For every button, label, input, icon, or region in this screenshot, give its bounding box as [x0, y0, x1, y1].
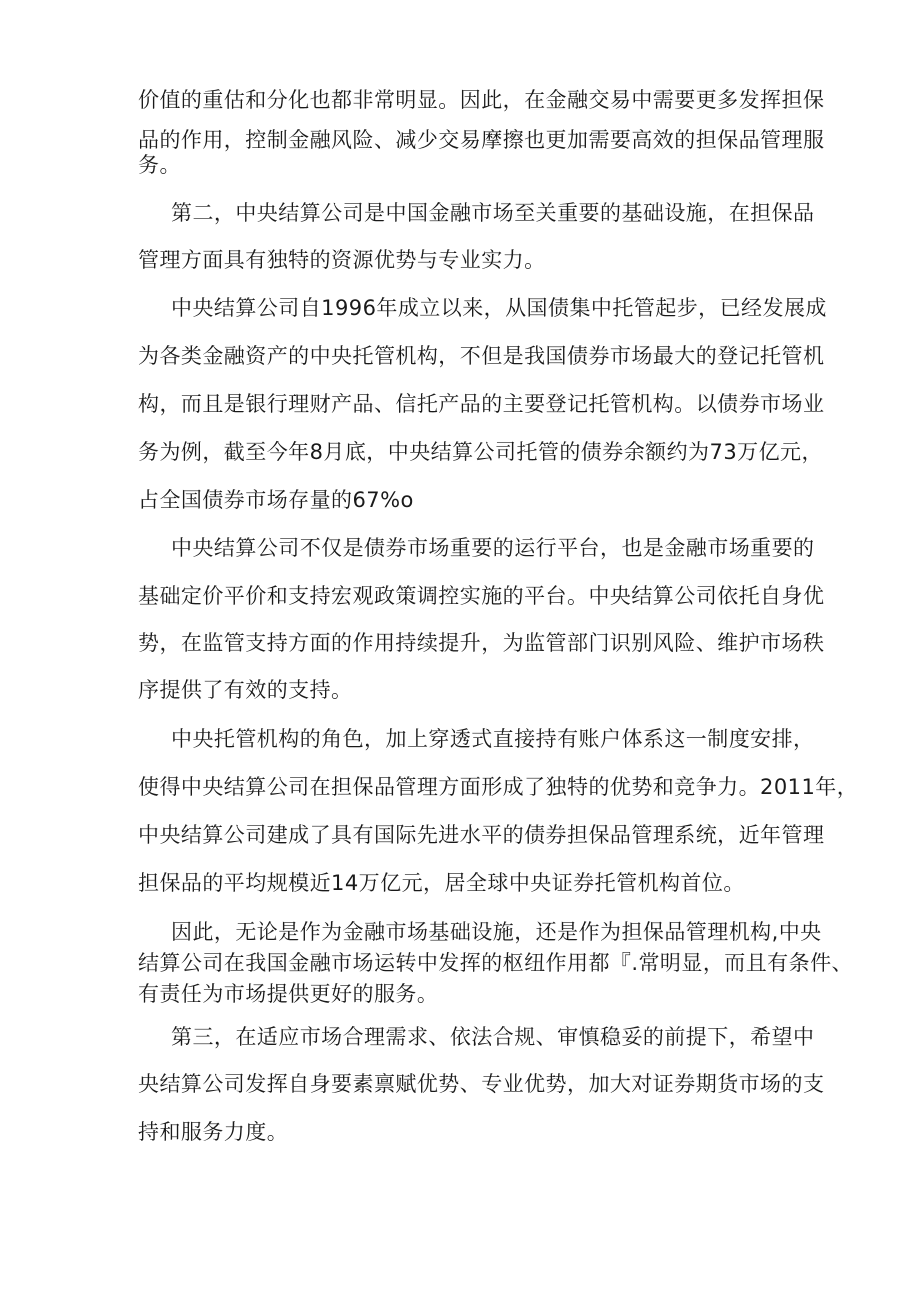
- text-line: 因此，无论是作为金融市场基础设施，还是作为担保品管理机构,中央: [171, 920, 822, 944]
- text-line: 中央结算公司建成了具有国际先进水平的债券担保品管理系统，近年管理: [138, 823, 825, 847]
- text-line: 品的作用，控制金融风险、减少交易摩擦也更加需要高效的担保品管理服: [138, 128, 825, 152]
- text-line: 为各类金融资产的中央托管机构，不但是我国债券市场最大的登记托管机: [138, 344, 825, 368]
- text-line: 序提供了有效的支持。: [138, 678, 353, 702]
- text-line: 央结算公司发挥自身要素禀赋优势、专业优势，加大对证券期货市场的支: [138, 1072, 825, 1096]
- text-line: 中央结算公司自1996年成立以来，从国债集中托管起步，已经发展成: [171, 296, 827, 320]
- text-line: 第二，中央结算公司是中国金融市场至关重要的基础设施，在担保品: [171, 201, 815, 225]
- text-line: 中央结算公司不仅是债券市场重要的运行平台，也是金融市场重要的: [171, 536, 815, 560]
- text-line: 价值的重估和分化也都非常明显。因此，在金融交易中需要更多发挥担保: [138, 88, 825, 112]
- text-line: 有责任为市场提供更好的服务。: [138, 982, 439, 1006]
- text-line: 基础定价平价和支持宏观政策调控实施的平台。中央结算公司依托自身优: [138, 584, 825, 608]
- text-line: 务。: [138, 153, 181, 177]
- text-line: 使得中央结算公司在担保品管理方面形成了独特的优势和竞争力。2011年，: [138, 775, 859, 799]
- text-line: 占全国债券市场存量的67%o: [138, 488, 414, 512]
- text-line: 势，在监管支持方面的作用持续提升，为监管部门识别风险、维护市场秩: [138, 631, 825, 655]
- text-line: 第三，在适应市场合理需求、依法合规、审慎稳妥的前提下，希望中: [171, 1025, 815, 1049]
- text-line: 管理方面具有独特的资源优势与专业实力。: [138, 248, 546, 272]
- text-line: 担保品的平均规模近14万亿元，居全球中央证券托管机构首位。: [138, 871, 745, 895]
- text-line: 中央托管机构的角色，加上穿透式直接持有账户体系这一制度安排，: [171, 727, 815, 751]
- text-line: 务为例，截至今年8月底，中央结算公司托管的债券余额约为73万亿元，: [138, 440, 823, 464]
- text-line: 结算公司在我国金融市场运转中发挥的枢纽作用都『.常明显，而且有条件、: [138, 951, 853, 975]
- text-line: 构，而且是银行理财产品、信托产品的主要登记托管机构。以债券市场业: [138, 392, 825, 416]
- text-line: 持和服务力度。: [138, 1120, 289, 1144]
